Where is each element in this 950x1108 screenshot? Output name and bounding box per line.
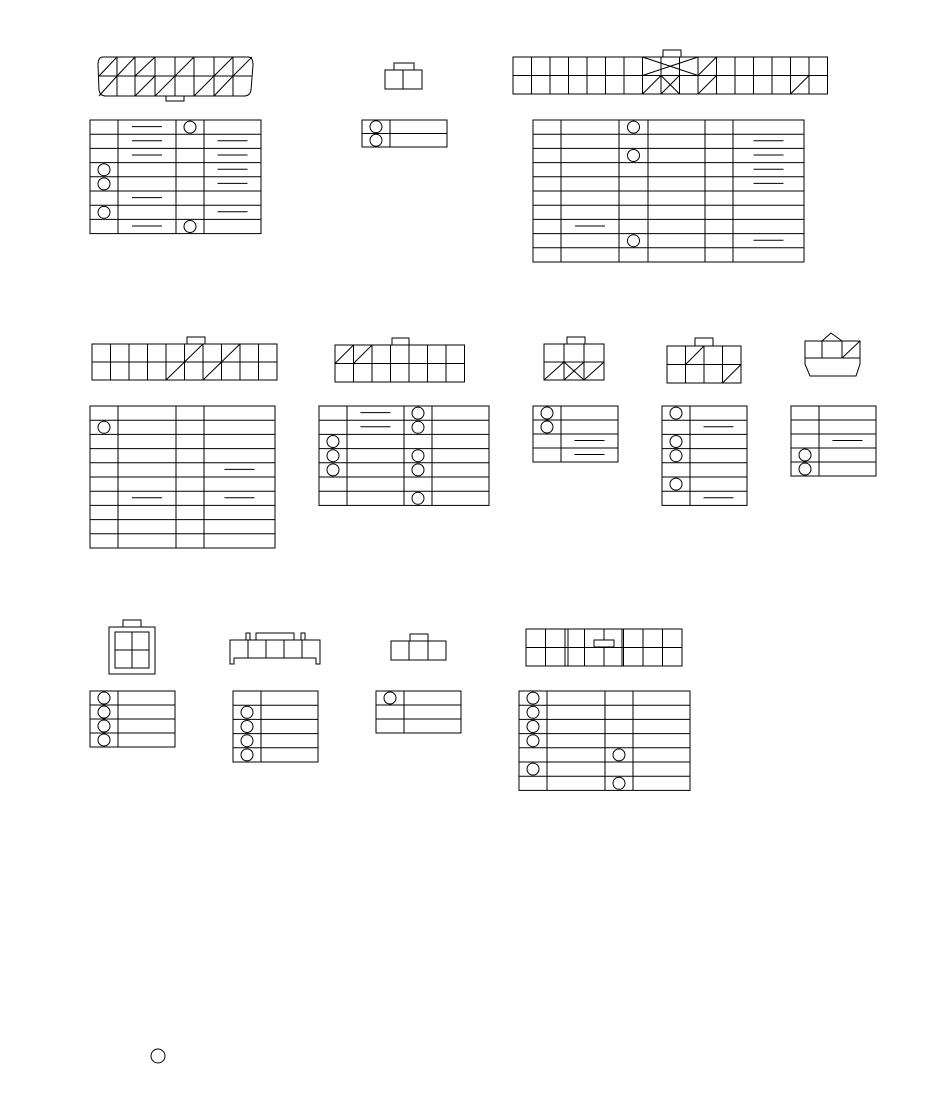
- pin-marker-circle: [412, 407, 424, 419]
- pin-marker-circle: [241, 706, 253, 718]
- pin-marker-circle: [613, 777, 625, 789]
- pin-marker-circle: [98, 178, 110, 190]
- connector-3-face: [513, 50, 828, 94]
- legend-circle-symbol: [151, 1049, 165, 1063]
- pin-marker-circle: [98, 206, 110, 218]
- connector-3-pin-table: [533, 120, 804, 262]
- connector-12-face: [526, 629, 682, 666]
- pin-marker-circle: [541, 407, 553, 419]
- pin-marker-circle: [541, 421, 553, 433]
- connector-10-pin-table: [233, 691, 318, 762]
- pin-marker-circle: [799, 449, 811, 461]
- pin-marker-circle: [628, 235, 640, 247]
- pin-marker-circle: [327, 436, 339, 448]
- connector-1-pin-table: [90, 120, 261, 234]
- pin-marker-circle: [327, 450, 339, 462]
- pin-marker-circle: [670, 436, 682, 448]
- pin-marker-circle: [384, 692, 396, 704]
- pin-marker-circle: [412, 421, 424, 433]
- connector-7-pin-table: [662, 406, 747, 505]
- pin-marker-circle: [670, 478, 682, 490]
- empty-cavity-slash: [194, 76, 214, 96]
- empty-cavity-slash: [155, 76, 175, 96]
- pin-marker-circle: [527, 692, 539, 704]
- connector-1-face: [98, 57, 253, 101]
- pin-marker-circle: [98, 692, 110, 704]
- pin-marker-circle: [527, 763, 539, 775]
- pin-marker-circle: [370, 134, 382, 146]
- connector-5-pin-table: [319, 406, 489, 505]
- connector-6-pin-table: [533, 406, 618, 462]
- empty-cavity-slash: [135, 57, 155, 76]
- connector-12-pin-table: [519, 691, 690, 790]
- pin-marker-circle: [527, 721, 539, 733]
- pin-marker-circle: [670, 450, 682, 462]
- pin-marker-circle: [412, 464, 424, 476]
- pin-marker-circle: [670, 407, 682, 419]
- connector-2-face: [385, 63, 422, 89]
- empty-cavity-slash: [214, 57, 233, 76]
- pin-marker-circle: [98, 706, 110, 718]
- pin-marker-circle: [184, 121, 196, 133]
- empty-cavity-slash: [214, 76, 233, 96]
- connector-5-face: [335, 338, 465, 382]
- pin-marker-circle: [412, 492, 424, 504]
- pin-marker-circle: [98, 164, 110, 176]
- legend: [151, 1049, 165, 1063]
- pin-marker-circle: [241, 735, 253, 747]
- connector-8-pin-table: [791, 406, 876, 476]
- connector-2-pin-table: [362, 120, 447, 147]
- connector-4-face: [92, 337, 277, 380]
- empty-cavity-slash: [175, 57, 194, 76]
- pin-marker-circle: [628, 150, 640, 162]
- connector-7-face: [667, 338, 741, 383]
- pin-marker-circle: [412, 450, 424, 462]
- pin-marker-circle: [527, 735, 539, 747]
- pin-marker-circle: [98, 421, 110, 433]
- empty-cavity-slash: [117, 57, 135, 76]
- empty-cavity-slash: [135, 76, 155, 96]
- pin-marker-circle: [628, 121, 640, 133]
- latch: [695, 338, 713, 346]
- pin-marker-circle: [241, 749, 253, 761]
- pin-marker-circle: [327, 464, 339, 476]
- connector-9-pin-table: [90, 691, 175, 747]
- pin-marker-circle: [613, 749, 625, 761]
- pin-marker-circle: [98, 734, 110, 746]
- pin-marker-circle: [799, 463, 811, 475]
- connector-11-face: [391, 634, 446, 660]
- connector-6-face: [544, 337, 604, 380]
- pin-marker-circle: [241, 721, 253, 733]
- empty-cavity-slash: [99, 57, 117, 76]
- pin-marker-circle: [184, 221, 196, 233]
- connector-11-pin-table: [376, 691, 461, 733]
- connector-9-face: [109, 620, 155, 674]
- pin-marker-circle: [98, 720, 110, 732]
- connector-4-pin-table: [90, 406, 275, 548]
- empty-cavity-slash: [99, 76, 117, 96]
- connector-10-face: [230, 633, 320, 664]
- pin-marker-circle: [527, 706, 539, 718]
- empty-cavity-slash: [233, 57, 252, 76]
- pin-marker-circle: [370, 121, 382, 133]
- connector-8-face: [805, 333, 860, 376]
